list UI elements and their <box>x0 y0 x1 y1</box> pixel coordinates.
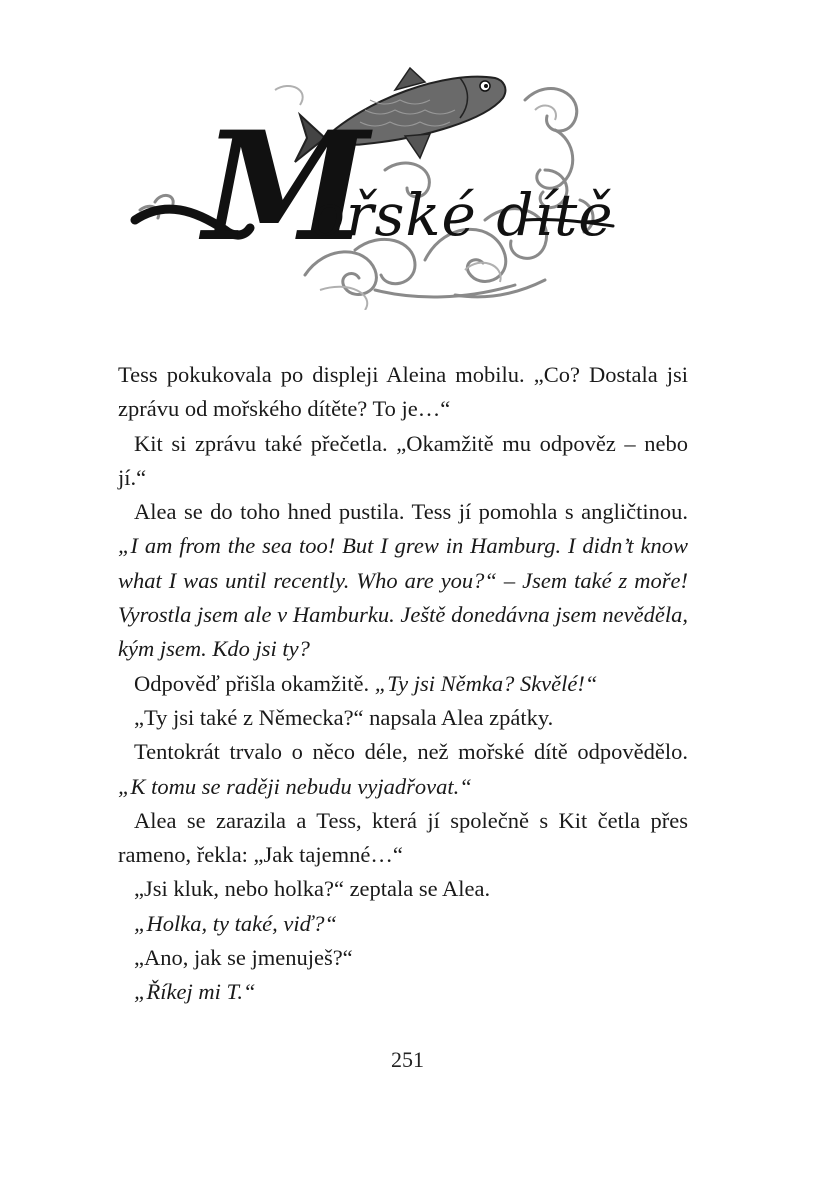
paragraph <box>118 872 688 906</box>
chapter-title-rest: ořské dítě <box>310 181 614 249</box>
text-run: Odpověď přišla okamžitě. <box>134 670 375 696</box>
fish-drawing <box>295 68 505 162</box>
page-number: 251 <box>391 1047 424 1072</box>
italic-text-run: Jsem také z moře! Vyrostla jsem ale v Hamburku. Ještě donedávna jsem nevěděla, kým jsem. Kdo jsi ty? <box>118 567 688 662</box>
paragraph <box>118 941 688 975</box>
text-run: Tess pokukovala po displeji Aleina mobilu. „Co? Dostala jsi zprávu od mořského dítěte? To je…“ <box>118 362 688 422</box>
text-run: Tentokrát trvalo o něco déle, než mořské dítě odpovědělo. <box>134 739 688 765</box>
paragraph <box>118 495 688 666</box>
italic-text-run: „Říkej mi T.“ <box>134 979 256 1005</box>
text-run: Kit si zprávu také přečetla. „Okamžitě mu odpověz – nebo jí.“ <box>118 430 688 490</box>
text-run: Alea se zarazila a Tess, která jí společně s Kit četla přes rameno, řekla: „Jak tajemné…“ <box>118 807 688 868</box>
text-run: Alea se do toho hned pustila. Tess jí pomohla s angličtinou. <box>134 499 688 525</box>
text-run: „Jsi kluk, nebo holka?“ zeptala se Alea. <box>134 876 491 902</box>
paragraph <box>118 804 688 873</box>
italic-text-run: „Ty jsi Němka? Skvělé!“ <box>374 670 598 696</box>
chapter-title-initial: M <box>203 99 370 275</box>
paragraph <box>118 667 688 701</box>
italic-text-run: „I am from the sea too! But I grew in Hamburg. I didn’t know what I was until recently. Who are you?“ <box>118 533 688 593</box>
chapter-body-text <box>118 358 688 1010</box>
text-run: „Ty jsi také z Německa?“ napsala Alea zpátky. <box>134 704 554 730</box>
paragraph <box>118 735 688 804</box>
paragraph <box>118 427 688 496</box>
paragraph <box>118 701 688 735</box>
paragraph <box>118 907 688 941</box>
title-flourish <box>135 209 250 235</box>
fish-and-waves-illustration <box>125 60 625 310</box>
italic-text-run: „Holka, ty také, viď?“ <box>134 910 338 936</box>
title-tail-flourish <box>525 219 613 226</box>
paragraph <box>118 358 688 427</box>
italic-text-run: „K tomu se raději nebudu vyjadřovat.“ <box>118 773 472 799</box>
paragraph <box>118 975 688 1009</box>
text-run: „Ano, jak se jmenuješ?“ <box>134 945 353 971</box>
text-run: – <box>496 567 523 593</box>
chapter-header-illustration <box>125 60 625 310</box>
